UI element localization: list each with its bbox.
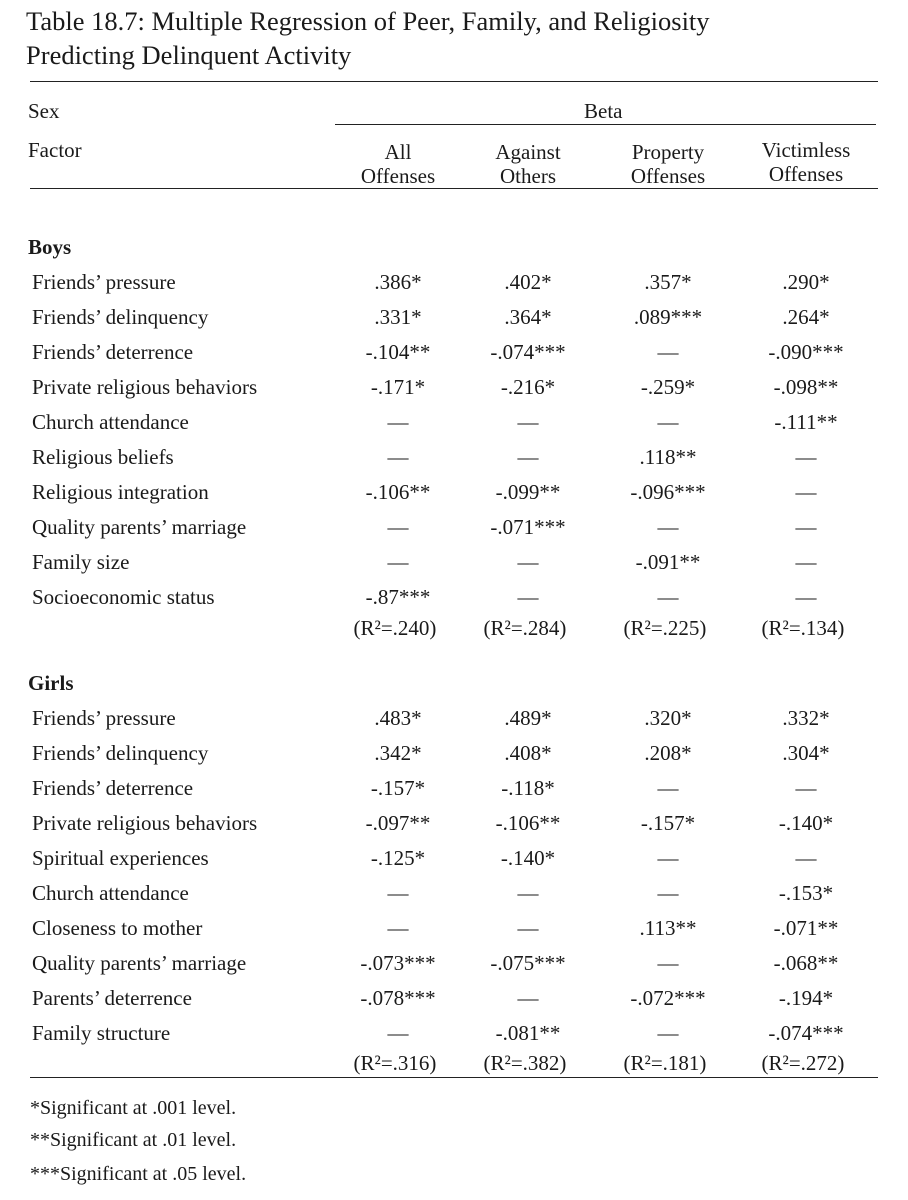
beta-cell: -.074*** (490, 340, 566, 364)
r-squared-cell: (R²=.382) (483, 1051, 567, 1075)
r-squared-cell: (R²=.240) (353, 616, 437, 640)
header-rule (30, 188, 878, 189)
beta-cell: — (517, 550, 539, 574)
row-label: Friends’ deterrence (32, 340, 194, 364)
table-row (0, 984, 908, 1014)
beta-cell: — (795, 776, 817, 800)
beta-cell: — (387, 916, 409, 940)
row-label: Socioeconomic status (32, 585, 215, 609)
row-label: Friends’ delinquency (32, 305, 209, 329)
beta-cell: -.171* (370, 375, 426, 399)
table-row (0, 268, 908, 298)
row-label: Friends’ pressure (32, 706, 176, 730)
beta-cell: .408* (504, 741, 552, 765)
bottom-rule (30, 1077, 878, 1078)
beta-cell: — (795, 585, 817, 609)
beta-cell: -.140* (500, 846, 556, 870)
r-squared-cell: (R²=.284) (483, 616, 567, 640)
beta-cell: .332* (782, 706, 830, 730)
beta-cell: .118** (639, 445, 697, 469)
beta-cell: -.081** (495, 1021, 561, 1045)
table-row (0, 879, 908, 909)
table-title-line-2: Predicting Delinquent Activity (26, 40, 352, 70)
beta-cell: — (657, 585, 679, 609)
beta-cell: -.125* (370, 846, 426, 870)
beta-cell: -.068** (773, 951, 839, 975)
beta-cell: -.072*** (630, 986, 706, 1010)
row-label: Church attendance (32, 881, 189, 905)
beta-cell: -.073*** (360, 951, 436, 975)
beta-cell: -.071*** (490, 515, 566, 539)
table-title (26, 4, 886, 72)
beta-cell: .489* (504, 706, 552, 730)
table-row (0, 548, 908, 578)
beta-cell: -.216* (500, 375, 556, 399)
beta-cell: -.098** (773, 375, 839, 399)
r-squared-cell: (R²=.225) (623, 616, 707, 640)
column-header-against-others (463, 140, 593, 188)
beta-cell: — (387, 881, 409, 905)
table-row (0, 739, 908, 769)
beta-cell: — (517, 986, 539, 1010)
table-row (0, 513, 908, 543)
column-header-line: All (384, 140, 412, 164)
row-label: Religious integration (32, 480, 209, 504)
table-row (0, 373, 908, 403)
beta-cell: -.111** (774, 410, 838, 434)
beta-cell: .290* (782, 270, 830, 294)
table-row (0, 1019, 908, 1049)
beta-cell: — (657, 1021, 679, 1045)
row-label: Private religious behaviors (32, 375, 258, 399)
beta-cell: -.153* (778, 881, 834, 905)
table-row (0, 809, 908, 839)
beta-cell: — (517, 916, 539, 940)
beta-cell: -.157* (640, 811, 696, 835)
beta-cell: -.071** (773, 916, 839, 940)
row-label: Church attendance (32, 410, 189, 434)
beta-cell: — (657, 846, 679, 870)
column-header-line: Offenses (630, 164, 706, 188)
row-label: Friends’ delinquency (32, 741, 209, 765)
table-title-line-1: Table 18.7: Multiple Regression of Peer, Family, and Religiosity (26, 6, 710, 36)
beta-cell: -.091** (635, 550, 701, 574)
beta-cell: — (387, 1021, 409, 1045)
column-header-victimless-offenses (741, 138, 871, 186)
section-heading-girls: Girls (28, 671, 74, 695)
row-label: Private religious behaviors (32, 811, 258, 835)
table-row (0, 338, 908, 368)
row-label: Parents’ deterrence (32, 986, 192, 1010)
beta-cell: .402* (504, 270, 552, 294)
row-label: Friends’ deterrence (32, 776, 194, 800)
beta-cell: .331* (374, 305, 422, 329)
r-squared-row-boys (0, 614, 908, 644)
beta-cell: -.106** (495, 811, 561, 835)
r-squared-cell: (R²=.272) (761, 1051, 845, 1075)
row-label: Quality parents’ marriage (32, 951, 247, 975)
table-row (0, 443, 908, 473)
beta-cell: -.104** (365, 340, 431, 364)
beta-cell: .483* (374, 706, 422, 730)
column-header-line: Offenses (360, 164, 436, 188)
beta-rule (335, 124, 876, 125)
beta-cell: — (657, 776, 679, 800)
beta-cell: -.140* (778, 811, 834, 835)
column-header-all-offenses (333, 140, 463, 188)
beta-cell: — (657, 410, 679, 434)
table-row (0, 704, 908, 734)
beta-cell: -.075*** (490, 951, 566, 975)
beta-cell: .113** (639, 916, 697, 940)
r-squared-row-girls (0, 1049, 908, 1079)
beta-cell: — (795, 480, 817, 504)
table-row (0, 303, 908, 333)
table-row (0, 408, 908, 438)
beta-cell: .264* (782, 305, 830, 329)
beta-cell: .208* (644, 741, 692, 765)
row-label: Religious beliefs (32, 445, 174, 469)
footnote-significance-05: ***Significant at .05 level. (30, 1163, 247, 1185)
row-label: Spiritual experiences (32, 846, 209, 870)
beta-cell: -.194* (778, 986, 834, 1010)
beta-cell: .386* (374, 270, 422, 294)
beta-cell: — (387, 445, 409, 469)
table-row (0, 478, 908, 508)
r-squared-cell: (R²=.134) (761, 616, 845, 640)
beta-cell: — (387, 410, 409, 434)
beta-cell: -.157* (370, 776, 426, 800)
beta-cell: -.87*** (365, 585, 431, 609)
row-label: Friends’ pressure (32, 270, 176, 294)
row-label: Family structure (32, 1021, 171, 1045)
beta-cell: — (657, 951, 679, 975)
beta-cell: .089*** (633, 305, 703, 329)
beta-cell: .364* (504, 305, 552, 329)
beta-cell: — (517, 410, 539, 434)
beta-cell: -.078*** (360, 986, 436, 1010)
beta-cell: -.106** (365, 480, 431, 504)
beta-cell: -.074*** (768, 1021, 844, 1045)
table-row (0, 914, 908, 944)
beta-header: Beta (584, 99, 623, 123)
r-squared-cell: (R²=.316) (353, 1051, 437, 1075)
beta-cell: .320* (644, 706, 692, 730)
footnote-significance-001: *Significant at .001 level. (30, 1097, 237, 1119)
beta-cell: .357* (644, 270, 692, 294)
beta-cell: -.096*** (630, 480, 706, 504)
column-header-line: Against (495, 140, 561, 164)
row-label: Family size (32, 550, 130, 574)
beta-cell: — (517, 445, 539, 469)
column-header-line: Offenses (768, 162, 844, 186)
beta-cell: — (657, 881, 679, 905)
beta-cell: .304* (782, 741, 830, 765)
table-row (0, 949, 908, 979)
footnote-significance-01: **Significant at .01 level. (30, 1129, 237, 1151)
row-label: Quality parents’ marriage (32, 515, 247, 539)
beta-cell: — (387, 515, 409, 539)
beta-cell: — (795, 846, 817, 870)
r-squared-cell: (R²=.181) (623, 1051, 707, 1075)
beta-cell: -.259* (640, 375, 696, 399)
row-label: Closeness to mother (32, 916, 203, 940)
beta-cell: -.118* (501, 776, 555, 800)
beta-cell: — (517, 881, 539, 905)
top-rule (30, 81, 878, 82)
beta-cell: — (795, 445, 817, 469)
beta-cell: — (657, 340, 679, 364)
sex-header: Sex (28, 99, 60, 123)
column-header-line: Property (631, 140, 705, 164)
factor-header: Factor (28, 138, 82, 162)
column-header-line: Others (500, 164, 556, 188)
table-row (0, 774, 908, 804)
beta-cell: .342* (374, 741, 422, 765)
beta-cell: — (795, 515, 817, 539)
beta-cell: — (387, 550, 409, 574)
beta-cell: — (517, 585, 539, 609)
beta-cell: -.099** (495, 480, 561, 504)
beta-cell: -.097** (365, 811, 431, 835)
table-row (0, 844, 908, 874)
beta-cell: — (795, 550, 817, 574)
column-header-property-offenses (603, 140, 733, 188)
beta-cell: -.090*** (768, 340, 844, 364)
table-row (0, 583, 908, 613)
column-header-line: Victimless (761, 138, 851, 162)
section-heading-boys: Boys (28, 235, 72, 259)
beta-cell: — (657, 515, 679, 539)
